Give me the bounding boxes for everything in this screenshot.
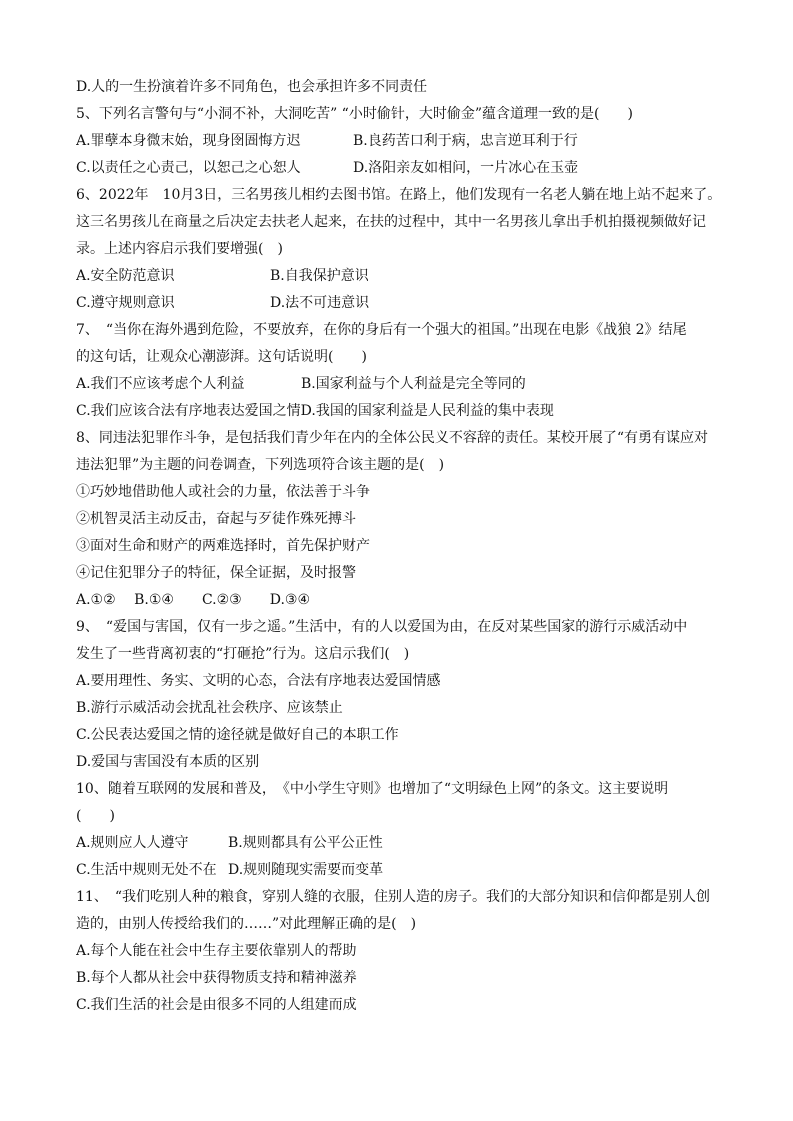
q5-option-d: D.洛阳亲友如相问，一片冰心在玉壶 (353, 160, 579, 176)
q6-stem-line-1: 6、2022年 10月3日，三名男孩儿相约去图书馆。在路上，他们发现有一名老人躺在地上站不起来了。 (76, 187, 722, 203)
q8-item-4: ④记住犯罪分子的特征，保全证据，及时报警 (76, 565, 356, 581)
q6-stem-line-2: 这三名男孩儿在商量之后决定去扶老人起来，在扶的过程中，其中一名男孩儿拿出手机拍摄视频做好记 (76, 214, 706, 230)
q6-options-row-2 (76, 290, 726, 317)
q11-option-a: A.每个人能在社会中生存主要依靠别人的帮助 (76, 943, 357, 959)
q10-option-c: C.生活中规则无处不在 (76, 862, 217, 878)
q11-option-c: C.我们生活的社会是由很多不同的人组建而成 (76, 997, 357, 1013)
q10-stem-line-1: 10、随着互联网的发展和普及， 《中小学生守则》也增加了“文明绿色上网”的条文。这主要说明 (76, 781, 669, 797)
q7-option-c: C.我们应该合法有序地表达爱国之情 (76, 403, 301, 419)
q5-stem: 5、下列名言警句与“小洞不补，大洞吃苦” “小时偷针，大时偷金”蕴含道理一致的是( ) (76, 106, 633, 122)
q9-option-b: B.游行示威活动会扰乱社会秩序、应该禁止 (76, 700, 343, 716)
q7-option-b: B.国家利益与个人利益是完全等同的 (301, 376, 526, 392)
q11-stem-line-2: 造的，由别人传授给我们的……”对此理解正确的是( ) (76, 916, 417, 932)
q7-options-row-2 (76, 398, 726, 425)
q8-options: A.①② B.①④ C.②③ D.③④ (76, 592, 310, 608)
q7-stem-line-2: 的这句话，让观众心潮澎湃。这句话说明( ) (76, 349, 367, 365)
q7-options-row-1 (76, 371, 726, 398)
exam-page (76, 74, 726, 1019)
q9-option-d: D.爱国与害国没有本质的区别 (76, 754, 260, 770)
q5-option-c: C.以责任之心责己，以恕己之心恕人 (76, 160, 301, 176)
q10-option-d: D.规则随现实需要而变革 (228, 862, 384, 878)
q10-option-b: B.规则都具有公平公正性 (228, 835, 383, 851)
q9-option-c: C.公民表达爱国之情的途径就是做好自己的本职工作 (76, 727, 399, 743)
q6-option-a: A.安全防范意识 (76, 268, 175, 284)
q6-options-row-1 (76, 263, 726, 290)
q8-stem-line-1: 8、同违法犯罪作斗争，是包括我们青少年在内的全体公民义不容辞的责任。某校开展了“有勇有谋应对 (76, 430, 709, 446)
q9-stem-line-1: 9、 “爱国与害国，仅有一步之遥。”生活中，有的人以爱国为由，在反对某些国家的游行示威活动中 (76, 619, 688, 635)
q10-option-a: A.规则应人人遵守 (76, 835, 189, 851)
q10-options-row-1 (76, 830, 726, 857)
q6-option-b: B.自我保护意识 (270, 268, 369, 284)
q7-stem-line-1: 7、 “当你在海外遇到危险，不要放弃，在你的身后有一个强大的祖国。”出现在电影《战狼 2》结尾 (76, 322, 687, 338)
q11-stem-line-1: 11、 “我们吃别人种的粮食，穿别人缝的衣服，住别人造的房子。我们的大部分知识和信仰都是别人创 (76, 889, 710, 905)
q8-item-1: ①巧妙地借助他人或社会的力量，依法善于斗争 (76, 484, 370, 500)
q5-options-row-1 (76, 128, 726, 155)
q5-options-row-2 (76, 155, 726, 182)
q9-stem-line-2: 发生了一些背离初衷的“打砸抢”行为。这启示我们( ) (76, 646, 410, 662)
q8-item-2: ②机智灵活主动反击，奋起与歹徒作殊死搏斗 (76, 511, 356, 527)
q7-option-d: D.我国的国家利益是人民利益的集中表现 (300, 403, 554, 419)
q6-option-d: D.法不可违意识 (270, 295, 370, 311)
q7-option-a: A.我们不应该考虑个人利益 (76, 376, 245, 392)
q9-option-a: A.要用理性、务实、文明的心态，合法有序地表达爱国情感 (76, 673, 441, 689)
q10-options-row-2 (76, 857, 726, 884)
q11-option-b: B.每个人都从社会中获得物质支持和精神滋养 (76, 970, 357, 986)
q5-option-b: B.良药苦口利于病，忠言逆耳利于行 (353, 133, 578, 149)
q6-option-c: C.遵守规则意识 (76, 295, 175, 311)
q5-option-a: A.罪孽本身微末始，现身囹圄悔方迟 (76, 133, 301, 149)
q10-stem-line-2: ( ) (76, 808, 115, 824)
q8-item-3: ③面对生命和财产的两难选择时，首先保护财产 (76, 538, 370, 554)
q4-option-d: D.人的一生扮演着许多不同角色，也会承担许多不同责任 (76, 79, 428, 95)
q6-stem-line-3: 录。上述内容启示我们要增强( ) (76, 241, 283, 257)
q8-stem-line-2: 违法犯罪”为主题的问卷调查，下列选项符合该主题的是( ) (76, 457, 445, 473)
